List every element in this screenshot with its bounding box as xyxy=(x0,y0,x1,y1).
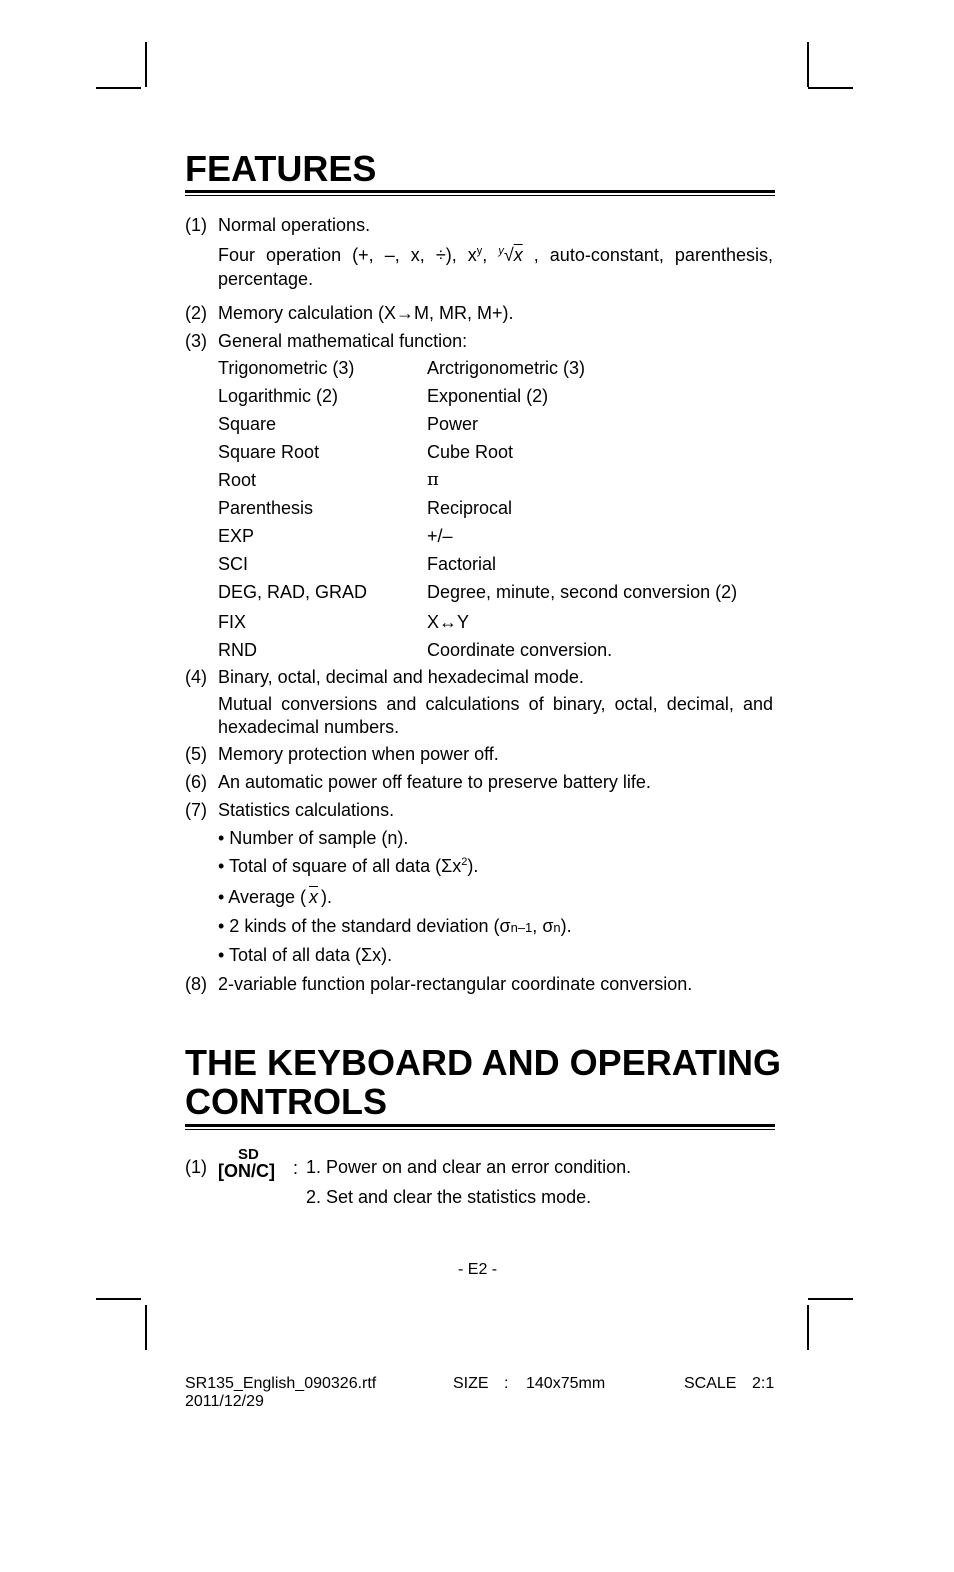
crop-mark xyxy=(96,1298,141,1300)
key-colon: : xyxy=(293,1158,299,1178)
bullet-item: • 2 kinds of the standard deviation (σn–1, σn). xyxy=(218,916,572,936)
footer-scale-value: 2:1 xyxy=(752,1375,775,1392)
bullet-item: • Number of sample (n). xyxy=(218,828,409,848)
item-number: (6) xyxy=(185,772,207,792)
function-cell: Arctrigonometric (3) xyxy=(427,358,586,378)
desc-text: , xyxy=(482,245,488,265)
key-second-function-label: SD xyxy=(238,1146,259,1163)
function-cell: Parenthesis xyxy=(218,498,314,518)
function-cell: DEG, RAD, GRAD xyxy=(218,582,368,602)
function-cell: Square xyxy=(218,414,277,434)
function-cell: Trigonometric (3) xyxy=(218,358,355,378)
item-description: Mutual conversions and calculations of binary, octal, decimal, and hexadecimal numbers. xyxy=(218,694,773,737)
footer-size-colon: : xyxy=(504,1375,509,1392)
footer-size-value: 140x75mm xyxy=(526,1375,606,1392)
on-c-key: [ON/C] xyxy=(218,1161,275,1181)
key-description: 2. Set and clear the statistics mode. xyxy=(306,1187,592,1207)
features-heading: FEATURES xyxy=(185,148,377,189)
function-cell: FIX xyxy=(218,612,247,632)
footer-size-label: SIZE xyxy=(453,1375,489,1392)
item-number: (1) xyxy=(185,1157,207,1177)
normal-operations-description xyxy=(218,243,773,291)
crop-mark xyxy=(808,87,853,89)
keyboard-heading-line2: CONTROLS xyxy=(185,1081,387,1122)
function-cell: EXP xyxy=(218,526,255,546)
function-cell: Root xyxy=(218,470,257,490)
keyboard-heading-line1: THE KEYBOARD AND OPERATING xyxy=(185,1042,782,1083)
function-cell: Coordinate conversion. xyxy=(427,640,613,660)
item-number: (1) xyxy=(185,215,207,235)
item-number: (4) xyxy=(185,667,207,687)
item-label: General mathematical function: xyxy=(218,331,468,351)
item-label: Memory protection when power off. xyxy=(218,744,499,764)
crop-mark xyxy=(96,87,141,89)
item-number: (8) xyxy=(185,974,207,994)
item-number: (5) xyxy=(185,744,207,764)
function-cell: π xyxy=(427,469,439,490)
power-superscript: y xyxy=(476,245,483,257)
crop-mark xyxy=(808,1298,853,1300)
item-number: (2) xyxy=(185,303,207,323)
function-cell: Square Root xyxy=(218,442,320,462)
function-cell: Logarithmic (2) xyxy=(218,386,339,406)
function-cell: Degree, minute, second conversion (2) xyxy=(427,582,738,602)
key-description: 1. Power on and clear an error condition. xyxy=(306,1157,632,1177)
function-cell: X↔Y xyxy=(427,612,470,632)
item-label: Normal operations. xyxy=(218,215,371,235)
function-cell: +/– xyxy=(427,526,453,546)
footer-date: 2011/12/29 xyxy=(185,1393,264,1410)
desc-text: , auto-constant, parenthesis, percentage. xyxy=(218,245,773,289)
crop-mark xyxy=(145,1305,147,1350)
function-cell: RND xyxy=(218,640,257,660)
footer-filename: SR135_English_090326.rtf xyxy=(185,1375,377,1392)
root-symbol: $^y$√x xyxy=(498,245,523,265)
heading-rule xyxy=(185,1124,775,1130)
function-cell: Factorial xyxy=(427,554,497,574)
item-number: (3) xyxy=(185,331,207,351)
bullet-item: • Average ( $\overline{x}$ ). xyxy=(218,887,333,907)
bullet-item: • Total of square of all data $(\Sigma x^2)$. xyxy=(218,856,479,876)
function-cell: Power xyxy=(427,414,479,434)
crop-mark xyxy=(807,1305,809,1350)
desc-text: Four operation (+, –, x, ÷), x xyxy=(218,245,477,265)
bullet-item: • Total of all data (Σx). xyxy=(218,945,393,965)
crop-mark xyxy=(145,42,147,87)
function-cell: Exponential (2) xyxy=(427,386,549,406)
item-label: Statistics calculations. xyxy=(218,800,395,820)
page-number: - E2 - xyxy=(458,1261,498,1278)
item-label: Binary, octal, decimal and hexadecimal mode. xyxy=(218,667,584,687)
item-label: An automatic power off feature to preserve battery life. xyxy=(218,772,651,792)
footer-scale-label: SCALE xyxy=(684,1375,737,1392)
crop-mark xyxy=(807,42,809,87)
function-cell: Cube Root xyxy=(427,442,514,462)
item-label: Memory calculation (X→M, MR, M+). xyxy=(218,303,514,323)
function-cell: Reciprocal xyxy=(427,498,513,518)
item-label: 2-variable function polar-rectangular coordinate conversion. xyxy=(218,974,693,994)
heading-rule xyxy=(185,190,775,196)
item-number: (7) xyxy=(185,800,207,820)
function-cell: SCI xyxy=(218,554,249,574)
